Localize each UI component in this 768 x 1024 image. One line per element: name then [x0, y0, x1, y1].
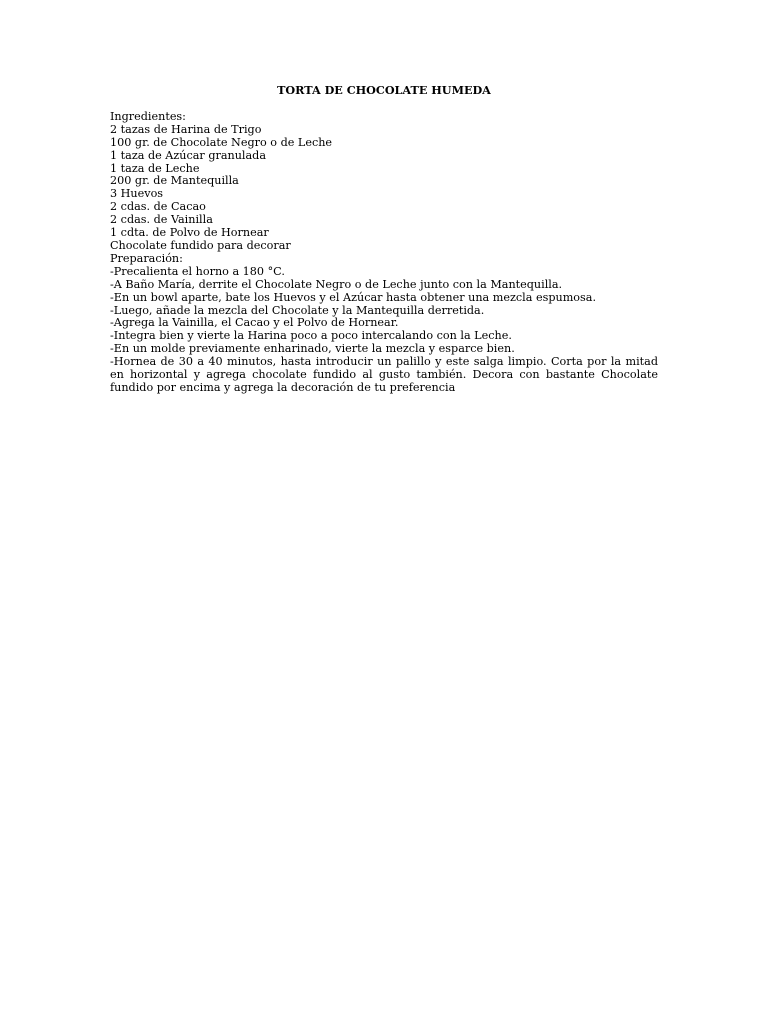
preparation-step: -Precalienta el horno a 180 °C. [110, 264, 285, 278]
ingredient-item: 1 taza de Azúcar granulada [110, 148, 266, 162]
preparation-step: -Agrega la Vainilla, el Cacao y el Polvo de Hornear. [110, 316, 399, 330]
ingredient-item: Chocolate fundido para decorar [110, 238, 291, 252]
preparation-step: -Luego, añade la mezcla del Chocolate y la Mantequilla derretida. [110, 303, 485, 317]
document-body [110, 84, 658, 395]
ingredient-item: 2 cdas. de Cacao [110, 200, 206, 214]
ingredient-item: 1 taza de Leche [110, 161, 200, 175]
document-title: TORTA DE CHOCOLATE HUMEDA [277, 83, 491, 97]
ingredient-item: 100 gr. de Chocolate Negro o de Leche [110, 135, 333, 149]
preparation-step: -Hornea de 30 a 40 minutos, hasta introducir un palillo y este salga limpio. Corta por la mitad en horizontal y agrega chocolate fundido al gusto también. Decora con bastante Chocolate fundido por encima y agrega la decoración de tu preferencia [110, 355, 658, 394]
ingredients-heading: Ingredientes: [110, 109, 186, 123]
ingredient-item: 3 Huevos [110, 187, 164, 201]
ingredient-item: 2 tazas de Harina de Trigo [110, 122, 262, 136]
preparation-step: -Integra bien y vierte la Harina poco a poco intercalando con la Leche. [110, 329, 512, 343]
preparation-heading: Preparación: [110, 251, 183, 265]
preparation-step: -En un bowl aparte, bate los Huevos y el Azúcar hasta obtener una mezcla espumosa. [110, 290, 597, 304]
ingredient-item: 1 cdta. de Polvo de Hornear [110, 226, 269, 240]
ingredient-item: 2 cdas. de Vainilla [110, 213, 213, 227]
ingredient-item: 200 gr. de Mantequilla [110, 174, 239, 188]
preparation-step: -En un molde previamente enharinado, vierte la mezcla y esparce bien. [110, 342, 515, 356]
preparation-step: -A Baño María, derrite el Chocolate Negro o de Leche junto con la Mantequilla. [110, 277, 563, 291]
